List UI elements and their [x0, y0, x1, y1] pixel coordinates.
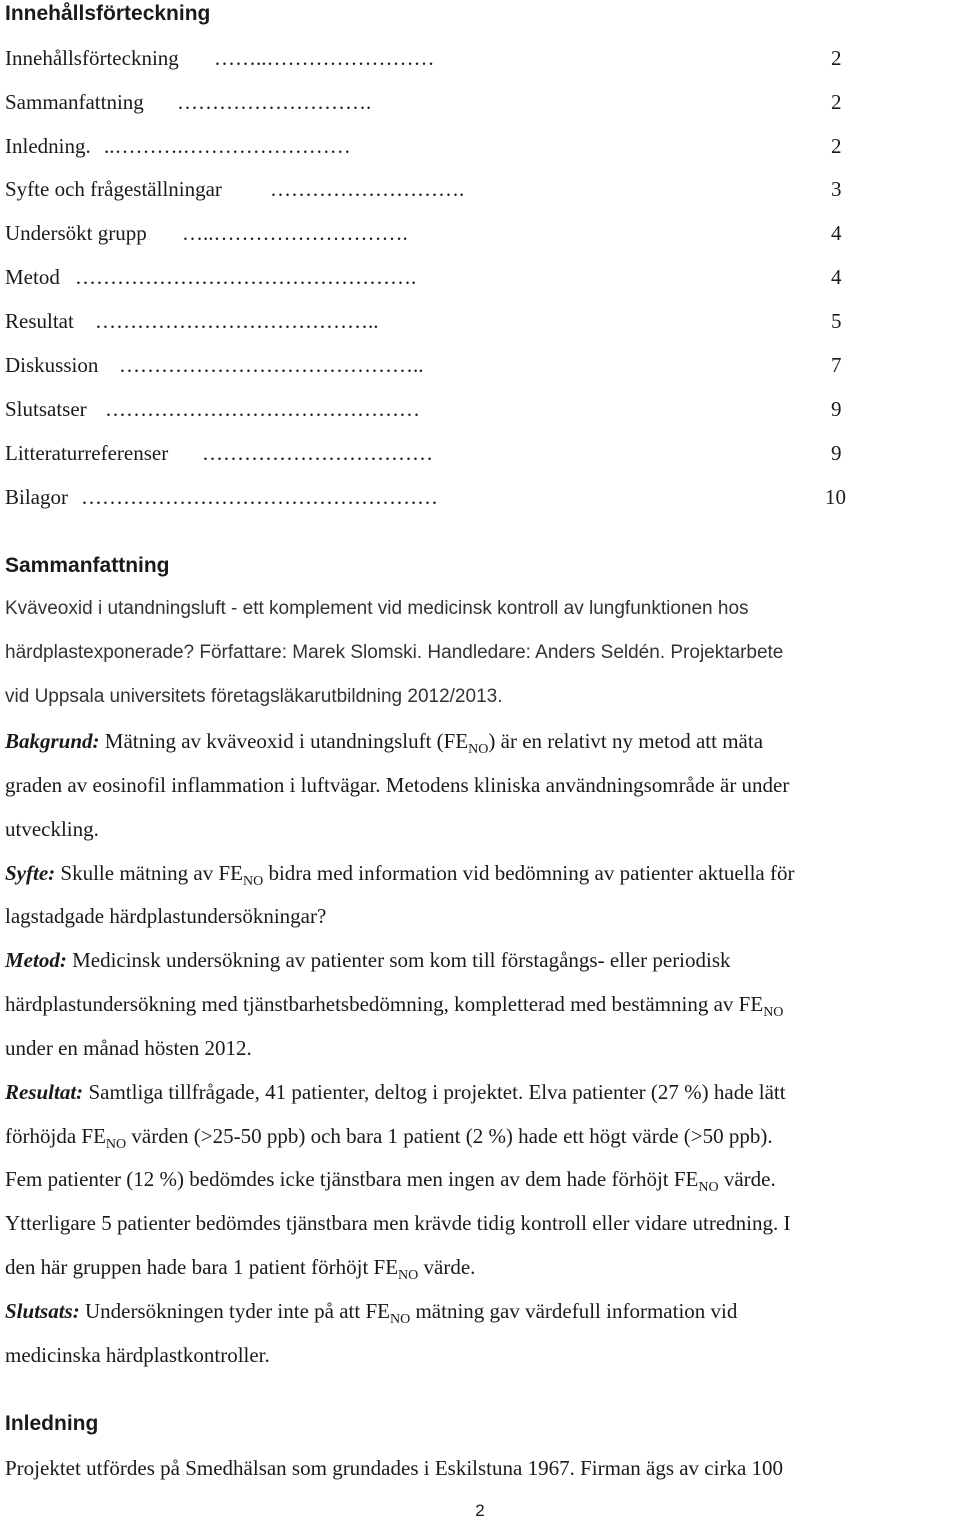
toc-entry-dots: ………………………………………….	[75, 265, 417, 289]
syfte-text: bidra med information vid bedömning av patienter aktuella för	[263, 861, 795, 885]
summary-heading: Sammanfattning	[5, 554, 170, 577]
inledning-line: Projektet utfördes på Smedhälsan som grundades i Eskilstuna 1967. Firman ägs av cirka 100	[5, 1456, 784, 1480]
metod-line	[5, 946, 731, 974]
resultat-line: Ytterligare 5 patienter bedömdes tjänstbara men krävde tidig kontroll eller vidare utredning. I	[5, 1211, 791, 1235]
toc-entry-dots: ..……….……………………	[104, 134, 351, 158]
resultat-text: värde.	[718, 1167, 776, 1191]
page-number: 2	[475, 1501, 485, 1520]
toc-entry-label: Inledning.	[5, 134, 91, 158]
resultat-text: förhöjda FE	[5, 1124, 106, 1148]
toc-entry-page: 2	[831, 46, 842, 70]
toc-entry-label: Litteraturreferenser	[5, 441, 169, 465]
toc-entry-label: Slutsatser	[5, 397, 87, 421]
toc-entry-label: Metod	[5, 265, 60, 289]
slutsats-line: medicinska härdplastkontroller.	[5, 1343, 270, 1367]
resultat-text: värden (>25-50 ppb) och bara 1 patient (2 %) hade ett högt värde (>50 ppb).	[126, 1124, 773, 1148]
slutsats-text: mätning gav värdefull information vid	[410, 1299, 738, 1323]
toc-entry-dots: ……………………….	[177, 90, 372, 114]
metod-text: Medicinsk undersökning av patienter som kom till förstagångs- eller periodisk	[66, 948, 731, 972]
slutsats-line	[5, 1297, 737, 1329]
toc-entry-page: 4	[831, 221, 842, 245]
subscript-no: NO	[389, 1312, 411, 1327]
resultat-label: Resultat:	[5, 1080, 84, 1104]
toc-entry-dots: …………………………………..	[95, 309, 379, 333]
resultat-text: värde.	[418, 1255, 476, 1279]
toc-entry-page: 9	[831, 397, 842, 421]
subscript-no: NO	[242, 874, 264, 889]
syfte-line	[5, 859, 794, 891]
subscript-no: NO	[468, 742, 489, 757]
resultat-line	[5, 1165, 776, 1197]
toc-entry-dots: ………………………………………	[105, 397, 420, 421]
summary-line: härdplastexponerade? Författare: Marek Slomski. Handledare: Anders Seldén. Projektarbete	[5, 642, 784, 663]
toc-entry-dots: ……………………………………..	[119, 353, 424, 377]
toc-entry-label: Diskussion	[5, 353, 99, 377]
toc-entry-label: Bilagor	[5, 485, 68, 509]
subscript-no: NO	[698, 1180, 719, 1195]
resultat-line	[5, 1078, 786, 1106]
bakgrund-line: graden av eosinofil inflammation i luftvägar. Metodens kliniska användningsområde är under	[5, 773, 790, 797]
toc-entry-label: Syfte och frågeställningar	[5, 177, 222, 201]
toc-entry-page: 3	[831, 177, 842, 201]
syfte-line: lagstadgade härdplastundersökningar?	[5, 904, 327, 928]
bakgrund-line	[5, 727, 763, 759]
toc-entry-label: Resultat	[5, 309, 74, 333]
toc-entry-page: 10	[825, 485, 846, 509]
bakgrund-text: Mätning av kväveoxid i utandningsluft (FE	[99, 729, 469, 753]
summary-line: Kväveoxid i utandningsluft - ett komplement vid medicinsk kontroll av lungfunktionen hos	[5, 598, 749, 619]
bakgrund-text: ) är en relativt ny metod att mäta	[488, 729, 764, 753]
resultat-text: den här gruppen hade bara 1 patient förhöjt FE	[5, 1255, 399, 1279]
toc-entry-page: 4	[831, 265, 842, 289]
bakgrund-label: Bakgrund:	[5, 729, 100, 753]
slutsats-text: Undersökningen tyder inte på att FE	[79, 1299, 390, 1323]
toc-entry-dots: ……………………………………………	[81, 485, 438, 509]
subscript-no: NO	[763, 1005, 784, 1020]
toc-entry-dots: …..……………………….	[182, 221, 408, 245]
toc-heading: Innehållsförteckning	[5, 2, 211, 25]
toc-entry-page: 7	[831, 353, 842, 377]
slutsats-label: Slutsats:	[5, 1299, 80, 1323]
toc-entry-label: Innehållsförteckning	[5, 46, 179, 70]
summary-line: vid Uppsala universitets företagsläkarutbildning 2012/2013.	[5, 686, 503, 707]
metod-line	[5, 990, 783, 1022]
toc-entry-dots: ……………………….	[270, 177, 465, 201]
toc-entry-page: 5	[831, 309, 842, 333]
resultat-text: Samtliga tillfrågade, 41 patienter, deltog i projektet. Elva patienter (27 %) hade lätt	[83, 1080, 786, 1104]
bakgrund-line: utveckling.	[5, 817, 99, 841]
toc-entry-page: 2	[831, 90, 842, 114]
metod-text: härdplastundersökning med tjänstbarhetsbedömning, kompletterad med bestämning av FE	[5, 992, 764, 1016]
resultat-line	[5, 1253, 475, 1285]
toc-entry-label: Undersökt grupp	[5, 221, 147, 245]
subscript-no: NO	[398, 1268, 419, 1283]
toc-entry-dots: ……..……………………	[214, 46, 435, 70]
inledning-heading: Inledning	[5, 1412, 99, 1435]
metod-line: under en månad hösten 2012.	[5, 1036, 252, 1060]
resultat-line	[5, 1122, 773, 1154]
toc-entry-dots: ……………………………	[202, 441, 433, 465]
toc-entry-label: Sammanfattning	[5, 90, 144, 114]
toc-entry-page: 2	[831, 134, 842, 158]
metod-label: Metod:	[5, 948, 67, 972]
resultat-text: Fem patienter (12 %) bedömdes icke tjänstbara men ingen av dem hade förhöjt FE	[5, 1167, 699, 1191]
subscript-no: NO	[105, 1137, 127, 1152]
syfte-label: Syfte:	[5, 861, 56, 885]
syfte-text: Skulle mätning av FE	[55, 861, 243, 885]
toc-entry-page: 9	[831, 441, 842, 465]
